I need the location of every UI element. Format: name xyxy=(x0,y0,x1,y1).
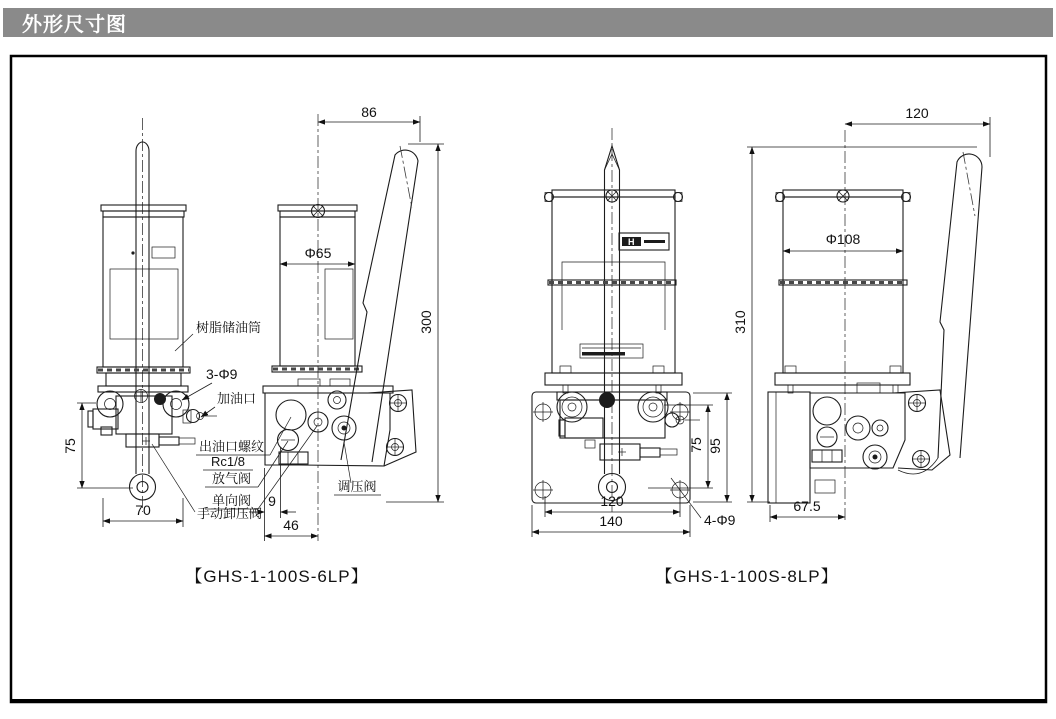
dim-height-left: 300 xyxy=(418,310,434,334)
dim-height-right: 310 xyxy=(732,310,748,334)
label-outlet-thread-spec: Rc1/8 xyxy=(211,454,245,469)
dim-side-w-right: 67.5 xyxy=(793,498,821,514)
dim-base-w-right: 140 xyxy=(599,513,623,529)
dim-holes-right: 4-Φ9 xyxy=(704,512,736,528)
right-front-view xyxy=(532,128,700,512)
dim-dia-right: Φ108 xyxy=(825,231,861,247)
drawing-frame xyxy=(11,56,1046,702)
right-model-drawing xyxy=(532,105,990,586)
left-part-labels xyxy=(152,320,381,521)
dim-top-offset-right: 120 xyxy=(905,105,929,121)
label-vent-valve: 放气阀 xyxy=(212,471,252,486)
right-model-caption: 【GHS-1-100S-8LP】 xyxy=(655,567,839,586)
dim-holes-left: 3-Φ9 xyxy=(206,366,238,382)
dim-pump-h-left: 75 xyxy=(62,438,78,454)
label-reservoir: 树脂储油筒 xyxy=(196,320,262,335)
dim-pump-h-right: 75 xyxy=(688,437,704,453)
dim-base-w-left: 70 xyxy=(135,502,151,518)
left-model-caption: 【GHS-1-100S-6LP】 xyxy=(185,567,369,586)
left-side-view xyxy=(263,114,418,541)
right-side-view xyxy=(768,130,982,522)
label-manual-relief-valve: 手动卸压阀 xyxy=(197,506,263,521)
dim-side-w-left: 46 xyxy=(283,517,299,533)
left-front-view xyxy=(88,118,217,512)
dim-top-offset-left: 86 xyxy=(361,104,377,120)
label-regulator-valve: 调压阀 xyxy=(337,479,377,494)
dim-dia-left: Φ65 xyxy=(304,245,332,261)
left-model-drawing xyxy=(62,104,444,586)
dim-plate-h-right: 95 xyxy=(707,438,723,454)
dim-bolt-span-right: 120 xyxy=(600,493,624,509)
label-fill-port: 加油口 xyxy=(217,391,257,406)
label-check-valve: 单向阀 xyxy=(212,493,252,508)
dim-port-offset: 9 xyxy=(268,493,276,509)
nameplate-logo: H xyxy=(628,237,635,247)
label-outlet-thread: 出油口螺纹 xyxy=(199,439,265,454)
section-title: 外形尺寸图 xyxy=(22,14,127,36)
